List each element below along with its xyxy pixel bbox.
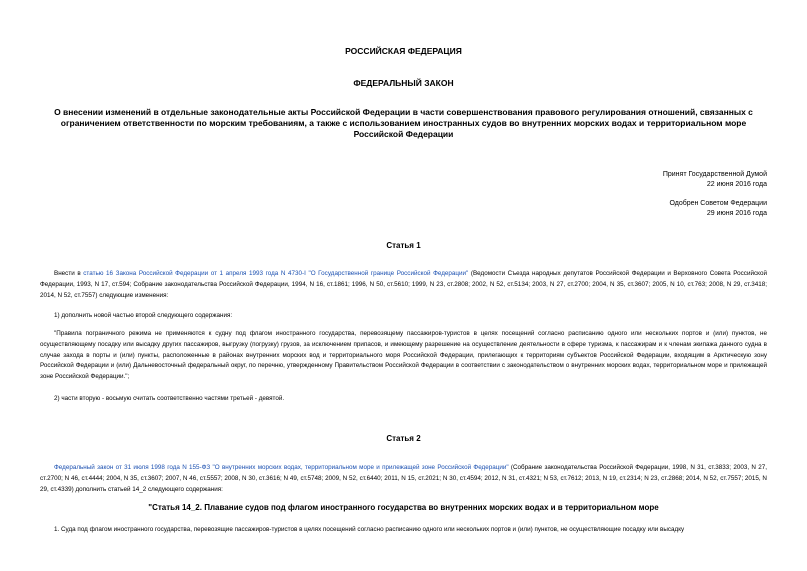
maritime-law-link[interactable]: Федеральный закон от 31 июля 1998 года N 155-ФЗ "О внутренних морских водах, территориальном море и прилежащей зоне Российской Федерации" [54,464,509,471]
law-title: О внесении изменений в отдельные законодательные акты Российской Федерации в части совершенствования правового регулирования отношений, связанных с ограничением ответственности по морским требованиям, а также с использованием иностранных судов во внутренних морских водах и территориальном море Российской Федерации [54,107,753,139]
intro-suffix: (Ведомости Съезда народных депутатов Российской Федерации и Верховного Совета Российской Федерации, 1993, N 17, ст.594; Собрание законодательства Российской Федерации, 1994, N 16, ст.1861; 1996, N 50, ст.5610; 1999, N 23, ст.2808; 2002, N 52, ст.5134; 2003, N 27, ст.2700; 2004, N 35, ст.3607; 2005, N 10, ст.763; 2008, N 29, ст.3418; 2014, N 52, ст.7557) следующие изменения: [40,270,767,299]
article-2-intro [40,463,767,495]
country-heading: РОССИЙСКАЯ ФЕДЕРАЦИЯ [345,46,462,56]
article-1-heading: Статья 1 [386,241,421,250]
law-type-heading: ФЕДЕРАЛЬНЫЙ ЗАКОН [353,78,454,88]
border-law-link[interactable]: статью 16 Закона Российской Федерации от 1 апреля 1993 года N 4730-I "О Государственной границе Российской Федерации" [83,270,469,277]
duma-label: Принят Государственной Думой [662,171,767,178]
council-approval [669,199,767,219]
duma-adoption [663,170,767,190]
article-2-clause-1: 1. Суда под флагом иностранного государства, перевозящие пассажиров-туристов в целях посещений согласно расписанию одного или нескольких портов и (или) пунктов, не осуществляющие посадку или высадку [54,526,685,533]
council-label: Одобрен Советом Федерации [669,200,767,207]
article-1-quote: "Правила пограничного режима не применяются к судну под флагом иностранного государства, перевозящему пассажиров-туристов в целях посещений согласно расписанию одного или нескольких портов и (или) пунктов, не осуществляющему посадку или высадку других пассажиров, выгрузку (погрузку) грузов, за исключением припасов, и имеющему разрешение на осуществление деятельности в сфере туризма, к пассажирам и к членам экипажа данного судна в случае захода в порты и (или) пункты, расположенные в районах внутренних морских вод и территориального моря Российской Федерации, прилегающих к территориям субъектов Российской Федерации, входящим в Арктическую зону Российской Федерации и (или) Дальневосточный федеральный округ, по перечню, утвержденному Правительством Российской Федерации в соответствии с законодательством о внутренних морских водах, территориальном море и прилежащей зоне Российской Федерации."; [40,330,767,381]
article-2-heading: Статья 2 [386,434,421,443]
duma-date: 22 июня 2016 года [706,181,767,188]
council-date: 29 июня 2016 года [706,210,767,217]
article-2-intro-suffix: (Собрание законодательства Российской Федерации, 1998, N 31, ст.3833; 2003, N 27, ст.2700; N 46, ст.4444; 2004, N 35, ст.3607; 2007, N 46, ст.5557; 2008, N 30, ст.3616; N 49, ст.5748; 2009, N 52, ст.6440; 2011, N 15, ст.2021; N 30, ст.4594; 2012, N 31, ст.4321; N 53, ст.7612; 2013, N 19, ст.2314; N 23, ст.2868; 2014, N 52, ст.7557; 2015, N 29, ст.4339) дополнить статьей 14_2 следующего содержания: [40,464,767,493]
article-1-item-2: 2) части вторую - восьмую считать соответственно частями третьей - девятой. [54,395,285,402]
article-1-item-1: 1) дополнить новой частью второй следующего содержания: [54,312,233,319]
new-article-title: "Статья 14_2. Плавание судов под флагом иностранного государства во внутренних морских водах и в территориальном море [148,503,659,512]
article-1-intro [40,269,767,301]
intro-prefix: Внести в [54,270,84,277]
